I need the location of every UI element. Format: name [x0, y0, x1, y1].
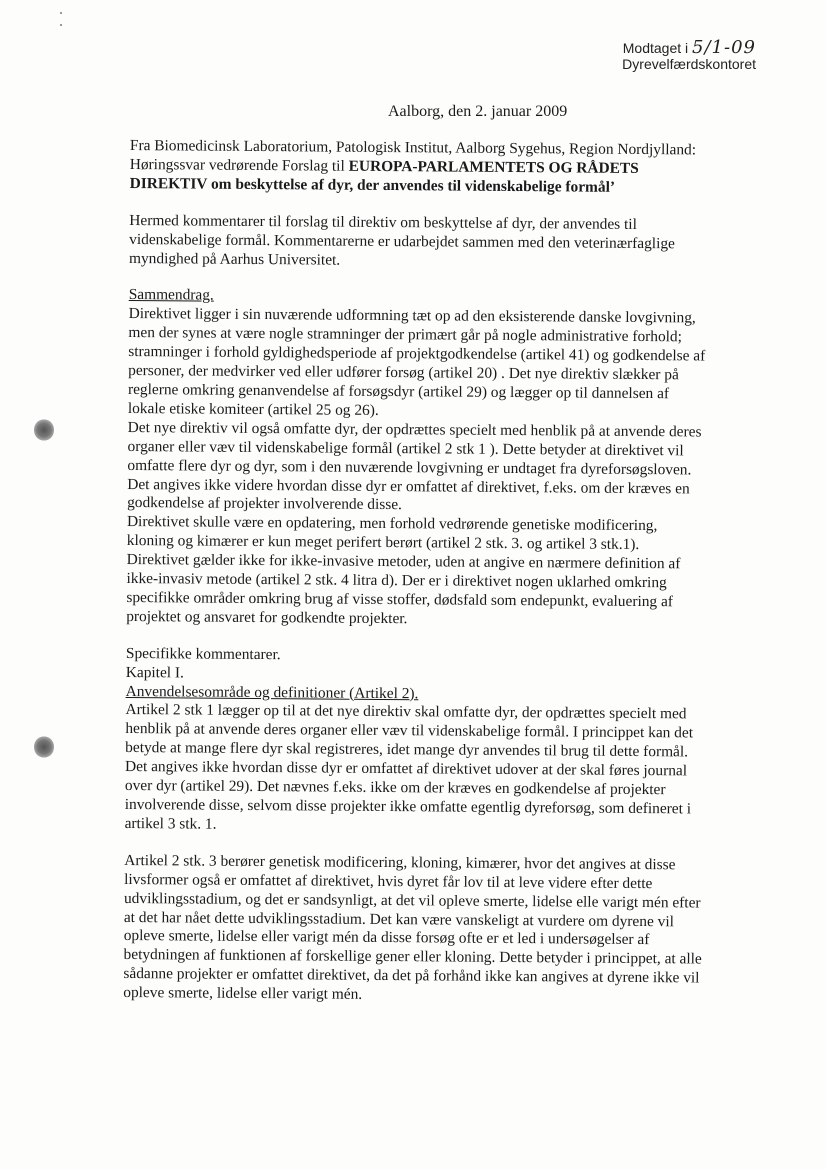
summary-paragraph-3: Direktivet skulle være en opdatering, men forhold vedrørende genetiske modificering, kloning og kimærer er kun meget perifert berørt (artikel 2 stk. 3. og artikel 3 stk.1). — [126, 513, 658, 554]
subject-prefix: Høringssvar vedrørende Forslag til — [129, 155, 349, 175]
summary-heading: Sammendrag. — [128, 286, 214, 305]
subject-title: EUROPA-PARLAMENTETS OG RÅDETS DIREKTIV om beskyttelse af dyr, der anvendes til videnskabelige formål’ — [129, 157, 639, 196]
punch-hole-bottom — [34, 736, 54, 758]
scan-speck — [60, 24, 62, 26]
received-stamp — [622, 37, 756, 72]
stamp-office: Dyrevelfærdskontoret — [622, 56, 756, 72]
letter-body — [123, 137, 710, 1008]
chapter-heading: Kapitel I. — [125, 663, 184, 682]
summary-paragraph-2: Det nye direktiv vil også omfatte dyr, der opdrættes specielt med henblik på at anvende deres organer eller væv til videnskabelige formål (artikel 2 stk 1 ). Dette betyder at direktivet vil omfatte flere dyr og dyr, som i den nuværende lovgivning er undtaget fra dyreforsøgsloven. Det angives ikke videre hvordan disse dyr er omfattet af direktivet, f.eks. om der kræves en godkendelse af projekter involverende disse. — [127, 418, 702, 514]
letter-date: Aalborg, den 2. januar 2009 — [388, 103, 568, 120]
scope-paragraph-1: Artikel 2 stk 1 lægger op til at det nye direktiv skal omfatte dyr, der opdrættes specielt med henblik på at anvende deres organer eller væv til videnskabelige formål. I princippet kan det betyde at mange flere dyr skal registreres, idet mange dyr anvendes til brug til dette formål. Det angives ikke hvordan disse dyr er omfattet af direktivet udover at der skal føres journal over dyr (artikel 29). Det nævnes f.eks. ikke om der kræves en godkendelse af projekter involverende disse, selvom disse projekter ikke omfatte egentlig dyreforsøg, som defineret i artikel 3 stk. 1. — [124, 701, 694, 833]
punch-hole-top — [34, 419, 54, 441]
scope-heading: Anvendelsesområde og definitioner (Artikel 2). — [125, 682, 419, 702]
stamp-line-1 — [622, 37, 756, 58]
summary-paragraph-1: Direktivet ligger i sin nuværende udformning tæt op ad den eksisterende danske lovgivning, men der synes at være nogle stramninger der primært går på nogle administrative forhold; stramninger i forhold gyldighedsperiode af projektgodkendelse (artikel 41) og godkendelse af personer, der medvirker ved eller udfører forsøg (artikel 20) . Det nye direktiv slækker på reglerne omkring genanvendelse af forsøgsdyr (artikel 29) og lægger op til dannelsen af lokale etiske komiteer (artikel 25 og 26). — [127, 305, 706, 419]
sender: Fra Biomedicinsk Laboratorium, Patologisk Institut, Aalborg Sygehus, Region Nordjylland: — [129, 137, 697, 159]
stamp-received-label: Modtaget i — [622, 40, 689, 56]
specific-comments-heading: Specifikke kommentarer. — [125, 644, 281, 663]
scope-paragraph-2: Artikel 2 stk. 3 berører genetisk modificering, kloning, kimærer, hvor det angives at disse livsformer også er omfattet af direktivet, hvis dyret får lov til at leve videre efter dette udviklingsstadium, og det er sandsynligt, at det vil opleve smerte, lidelse elle varigt mén efter at det har nået dette udviklingsstadium. Det kan være vanskeligt at vurdere om dyrene vil opleve smerte, lidelse eller varigt mén da disse forsøg ofte er et led i undersøgelser af betydningen af funktionen af forskellige gener eller kloning. Dette betyder i princippet, at alle sådanne projekter er omfattet direktivet, da det på forhånd ikke kan angives at dyrene ikke vil opleve smerte, lidelse eller varigt mén. — [123, 851, 702, 1004]
handwritten-date: 5/1-09 — [692, 37, 756, 58]
summary-paragraph-4: Direktivet gælder ikke for ikke-invasive metoder, uden at angive en nærmere definition af ikke-invasiv metode (artikel 2 stk. 4 litra d). Der er i direktivet nogen uklarhed omkring specifikke områder omkring brug af visse stoffer, dødsfald som endepunkt, evaluering af projektet og ansvaret for godkendte projekter. — [126, 551, 681, 628]
subject-line — [130, 156, 710, 198]
intro-paragraph: Hermed kommentarer til forslag til direktiv om beskyttelse af dyr, der anvendes til videnskabelige formål. Kommentarerne er udarbejdet sammen med den veterinærfaglige myndighed på Aarhus Universitet. — [128, 211, 675, 269]
scan-speck — [60, 12, 62, 14]
